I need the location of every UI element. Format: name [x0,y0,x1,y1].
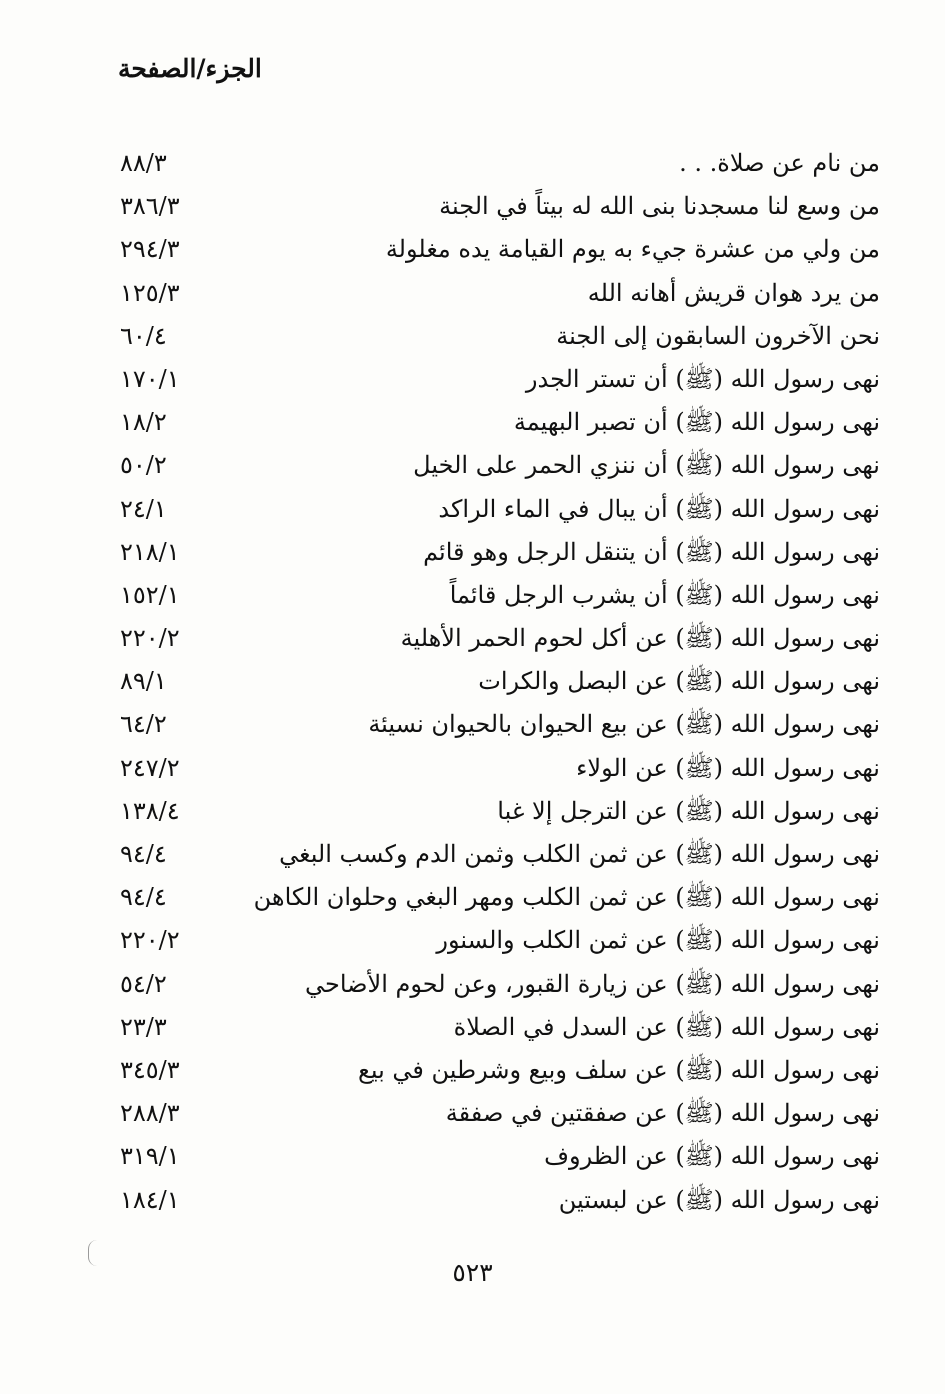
volume-page-ref: ٢١٨/١ [120,537,180,566]
index-entry [110,488,880,531]
volume-page-ref: ٥٤/٢ [120,969,167,998]
index-entry [110,272,880,315]
index-entry [110,660,880,703]
hadith-text: نهى رسول الله (ﷺ) أن يشرب الرجل قائماً [449,580,880,609]
volume-page-ref: ١٣٨/٤ [120,796,180,825]
index-entry [110,185,880,228]
index-entry [110,444,880,487]
index-entry [110,876,880,919]
index-entry [110,1092,880,1135]
hadith-text: من يرد هوان قريش أهانه الله [587,278,880,307]
volume-page-ref: ١٧٠/١ [120,364,180,393]
volume-page-ref: ٨٨/٣ [120,149,167,177]
hadith-text: نهى رسول الله (ﷺ) عن سلف وبيع وشرطين في بيع [358,1055,880,1084]
index-entry [110,919,880,962]
index-entry [110,790,880,833]
hadith-text: نهى رسول الله (ﷺ) عن بيع الحيوان بالحيوان نسيئة [368,710,880,739]
hadith-text: نهى رسول الله (ﷺ) عن صفقتين في صفقة [445,1099,880,1128]
volume-page-ref: ٢٢٠/٢ [120,624,180,653]
index-entry [110,358,880,401]
volume-page-ref: ٢٣/٣ [120,1012,167,1041]
volume-page-ref: ٢٢٠/٢ [120,926,180,955]
hadith-text: نهى رسول الله (ﷺ) عن لبستين [558,1185,880,1214]
index-entry [110,531,880,574]
hadith-text: من وسع لنا مسجدنا بنى الله له بيتاً في الجنة [439,192,880,221]
hadith-text: نهى رسول الله (ﷺ) عن زيارة القبور، وعن لحوم الأضاحي [304,969,880,998]
index-entry [110,1049,880,1092]
volume-page-ref: ٩٤/٤ [120,883,167,912]
hadith-text: نهى رسول الله (ﷺ) أن تستر الجدر [525,364,880,393]
index-entry [110,617,880,660]
hadith-text: من نام عن صلاة. . . [679,149,880,177]
index-entry [110,142,880,185]
index-entry [110,703,880,746]
hadith-text: نهى رسول الله (ﷺ) عن ثمن الكلب وثمن الدم وكسب البغي [279,840,880,868]
index-entry [110,228,880,271]
index-entry [110,963,880,1006]
hadith-text: نهى رسول الله (ﷺ) عن ثمن الكلب والسنور [436,926,880,955]
hadith-text: نهى رسول الله (ﷺ) عن أكل لحوم الحمر الأهلية [400,624,880,653]
volume-page-ref: ٩٤/٤ [120,840,167,868]
volume-page-ref: ١٨٤/١ [120,1185,180,1214]
index-entry [110,1006,880,1049]
hadith-text: نهى رسول الله (ﷺ) عن الترجل إلا غبا [497,796,880,825]
index-entry [110,747,880,790]
index-entry [110,833,880,876]
index-entry [110,1135,880,1178]
volume-page-ref: ١٨/٢ [120,408,167,437]
volume-page-ref: ٢٤/١ [120,494,167,523]
hadith-text: نهى رسول الله (ﷺ) عن ثمن الكلب ومهر البغي وحلوان الكاهن [253,883,880,912]
volume-page-ref: ٢٤٧/٢ [120,753,180,782]
volume-page-ref: ٢٨٨/٣ [120,1099,180,1128]
hadith-index-list [110,142,880,1222]
index-entry [110,401,880,444]
volume-page-ref: ٨٩/١ [120,667,167,696]
page-number: ٥٢٣ [452,1258,493,1287]
volume-page-ref: ٦٤/٢ [120,710,167,739]
volume-page-ref: ٥٠/٢ [120,451,167,480]
volume-page-ref: ٢٩٤/٣ [120,235,180,264]
hadith-text: نهى رسول الله (ﷺ) عن الظروف [544,1142,880,1171]
hadith-text: من ولي من عشرة جيء به يوم القيامة يده مغلولة [385,235,880,264]
index-entry [110,315,880,358]
volume-page-ref: ٣١٩/١ [120,1142,180,1171]
hadith-text: نهى رسول الله (ﷺ) عن الولاء [576,753,880,782]
index-entry [110,574,880,617]
hadith-text: نهى رسول الله (ﷺ) أن يتنقل الرجل وهو قائم [423,537,880,566]
volume-page-ref: ٣٨٦/٣ [120,192,180,221]
hadith-text: نهى رسول الله (ﷺ) أن ننزي الحمر على الخيل [413,451,880,480]
hadith-text: نهى رسول الله (ﷺ) عن البصل والكرات [478,667,880,696]
volume-page-ref: ١٢٥/٣ [120,278,180,307]
volume-page-column-title: الجزء/الصفحة [118,54,262,83]
index-entry [110,1179,880,1222]
hadith-text: نهى رسول الله (ﷺ) أن يبال في الماء الراكد [438,494,880,523]
volume-page-ref: ٦٠/٤ [120,321,167,350]
hadith-text: نهى رسول الله (ﷺ) أن تصبر البهيمة [513,408,880,437]
hadith-text: نهى رسول الله (ﷺ) عن السدل في الصلاة [453,1012,880,1041]
hadith-text: نحن الآخرون السابقون إلى الجنة [556,321,880,350]
volume-page-ref: ١٥٢/١ [120,580,180,609]
volume-page-ref: ٣٤٥/٣ [120,1055,180,1084]
